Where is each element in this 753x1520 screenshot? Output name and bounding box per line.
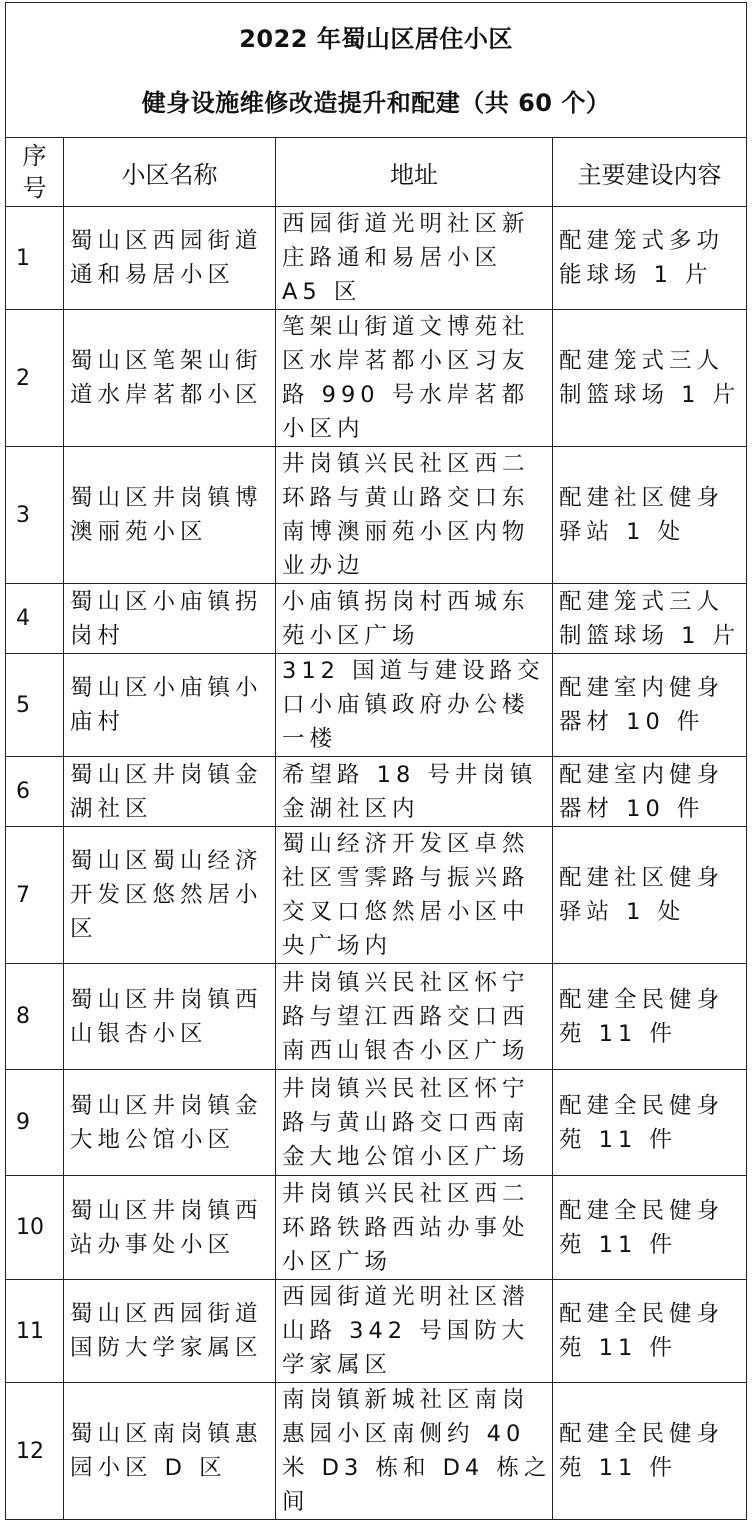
address: 笔架山街道文博苑社区水岸茗都小区习友路 990 号水岸茗都小区内 [276,310,553,447]
document-subtitle: 健身设施维修改造提升和配建（共 60 个） [141,89,611,117]
table-row [6,584,747,654]
community-name: 蜀山区笔架山街道水岸茗都小区 [64,310,276,447]
table-row [6,447,747,584]
community-name: 蜀山区小庙镇小庙村 [64,654,276,757]
table-row [6,654,747,757]
address: 井岗镇兴民社区西二环路铁路西站办事处小区广场 [276,1176,553,1280]
row-number: 7 [6,827,64,964]
table-row [6,1070,747,1176]
construction-content: 配建全民健身苑 11 件 [553,1176,747,1280]
row-number: 5 [6,654,64,757]
construction-content: 配建室内健身器材 10 件 [553,654,747,757]
community-name: 蜀山区南岗镇惠园小区 D 区 [64,1383,276,1520]
title-cell [6,3,747,138]
row-number: 4 [6,584,64,654]
row-number: 1 [6,207,64,310]
address: 小庙镇拐岗村西城东苑小区广场 [276,584,553,654]
table-row [6,1383,747,1520]
header-seq-label: 序号 [22,142,47,202]
facility-table [5,2,747,1520]
construction-content: 配建全民健身苑 11 件 [553,1070,747,1176]
row-number: 6 [6,757,64,827]
table-row [6,827,747,964]
community-name: 蜀山区井岗镇博澳丽苑小区 [64,447,276,584]
address: 蜀山经济开发区卓然社区雪霁路与振兴路交叉口悠然居小区中央广场内 [276,827,553,964]
community-name: 蜀山区井岗镇金大地公馆小区 [64,1070,276,1176]
community-name: 蜀山区井岗镇金湖社区 [64,757,276,827]
table-row [6,964,747,1070]
construction-content: 配建全民健身苑 11 件 [553,1383,747,1520]
construction-content: 配建社区健身驿站 1 处 [553,447,747,584]
community-name: 蜀山区井岗镇西山银杏小区 [64,964,276,1070]
table-row [6,310,747,447]
row-number: 3 [6,447,64,584]
header-seq [6,138,64,207]
table-row [6,207,747,310]
header-content: 主要建设内容 [553,138,747,207]
row-number: 10 [6,1176,64,1280]
construction-content: 配建笼式三人制篮球场 1 片 [553,310,747,447]
row-number: 11 [6,1280,64,1383]
address: 西园街道光明社区潜山路 342 号国防大学家属区 [276,1280,553,1383]
construction-content: 配建室内健身器材 10 件 [553,757,747,827]
title-row [6,3,747,138]
construction-content: 配建笼式三人制篮球场 1 片 [553,584,747,654]
address: 南岗镇新城社区南岗惠园小区南侧约 40 米 D3 栋和 D4 栋之间 [276,1383,553,1520]
address: 312 国道与建设路交口小庙镇政府办公楼一楼 [276,654,553,757]
community-name: 蜀山区小庙镇拐岗村 [64,584,276,654]
header-row [6,138,747,207]
row-number: 2 [6,310,64,447]
address: 井岗镇兴民社区怀宁路与望江西路交口西南西山银杏小区广场 [276,964,553,1070]
community-name: 蜀山区西园街道通和易居小区 [64,207,276,310]
construction-content: 配建全民健身苑 11 件 [553,1280,747,1383]
community-name: 蜀山区蜀山经济开发区悠然居小区 [64,827,276,964]
table-row [6,1176,747,1280]
construction-content: 配建全民健身苑 11 件 [553,964,747,1070]
row-number: 8 [6,964,64,1070]
document-page [5,2,748,1520]
construction-content: 配建社区健身驿站 1 处 [553,827,747,964]
header-address: 地址 [276,138,553,207]
address: 希望路 18 号井岗镇金湖社区内 [276,757,553,827]
row-number: 12 [6,1383,64,1520]
header-name: 小区名称 [64,138,276,207]
table-row [6,757,747,827]
construction-content: 配建笼式多功能球场 1 片 [553,207,747,310]
community-name: 蜀山区西园街道国防大学家属区 [64,1280,276,1383]
address: 井岗镇兴民社区西二环路与黄山路交口东南博澳丽苑小区内物业办边 [276,447,553,584]
address: 井岗镇兴民社区怀宁路与黄山路交口西南金大地公馆小区广场 [276,1070,553,1176]
row-number: 9 [6,1070,64,1176]
table-row [6,1280,747,1383]
community-name: 蜀山区井岗镇西站办事处小区 [64,1176,276,1280]
address: 西园街道光明社区新庄路通和易居小区 A5 区 [276,207,553,310]
document-title: 2022 年蜀山区居住小区 [239,25,513,53]
